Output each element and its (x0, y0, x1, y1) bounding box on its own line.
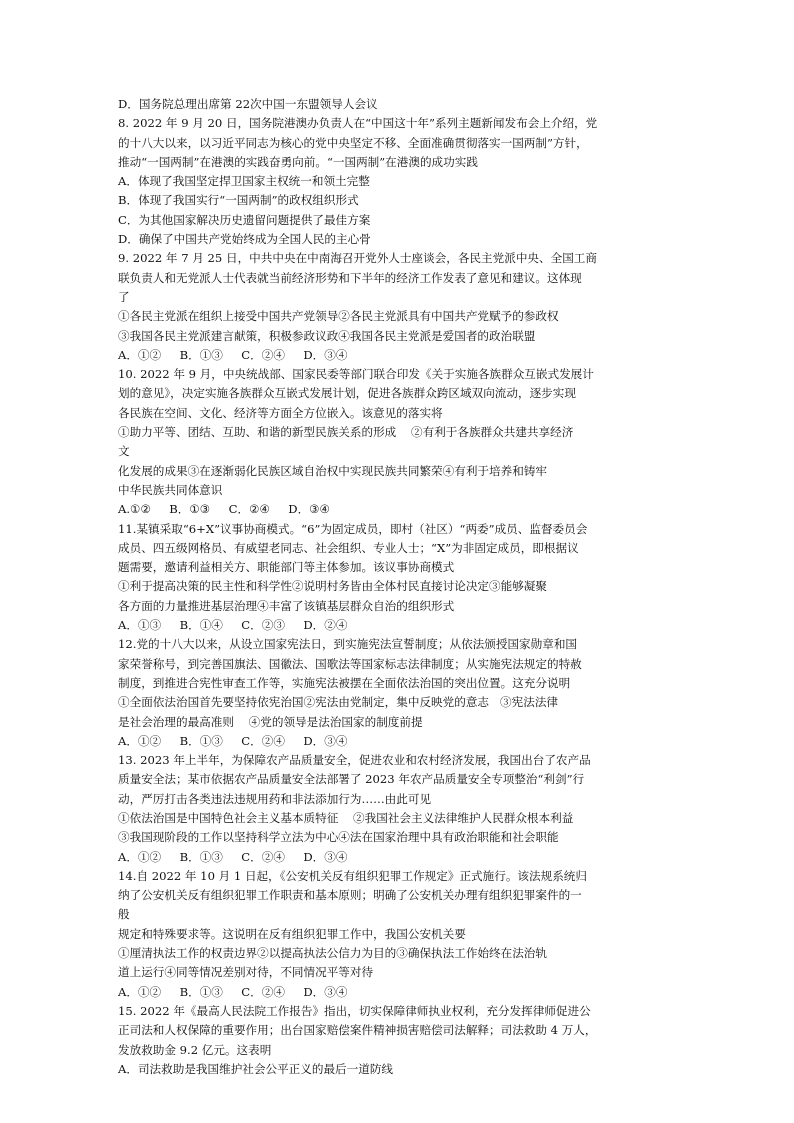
text-line: 化发展的成果③在逐渐弱化民族区域自治权中实现民族共同繁荣④有利于培养和铸牢 (118, 463, 547, 478)
text-line: 制度，到推进合宪性审查工作等，实施宪法被摆在全面依法治国的突出位置。这充分说明 (118, 675, 571, 690)
text-line: B．体现了我国实行“一国两制”的政权组织形式 (118, 193, 359, 208)
text-line: 11.某镇采取“6+X”议事协商模式。“6”为固定成员，即村（社区）“两委”成员、监督委员会 (118, 521, 588, 536)
text-line: ①全面依法治国首先要坚持依宪治国②宪法由党制定，集中反映党的意志 ③宪法法律 (118, 695, 559, 710)
text-line: ①厘清执法工作的权责边界②以提高执法公信力为目的③确保执法工作始终在法治轨 (118, 946, 547, 961)
text-line: A．①② B．①③ C．②④ D．③④ (118, 733, 348, 748)
text-line: 各民族在空间、文化、经济等方面全方位嵌入。该意见的落实将 (118, 405, 443, 420)
text-line: 正司法和人权保障的重要作用；出台国家赔偿案件精神损害赔偿司法解释；司法救助 4 万人， (118, 1023, 597, 1038)
text-line: 文 (118, 444, 130, 459)
text-line: ①利于提高决策的民主性和科学性②说明村务皆由全体村民直接讨论决定③能够凝聚 (118, 579, 547, 594)
text-line: 推动“一国两制”在港澳的实践奋勇向前。“一国两制”在港澳的成功实践 (118, 154, 478, 169)
text-line: A．①③ B．①④ C．②③ D．②④ (118, 618, 348, 633)
text-line: 12.党的十八大以来，从设立国家宪法日，到实施宪法宣誓制度；从依法颁授国家勋章和国 (118, 637, 578, 652)
text-line: 14.自 2022 年 10 月 1 日起，《公安机关反有组织犯罪工作规定》正式施行。该法规系统归 (118, 868, 587, 883)
text-line: 13. 2023 年上半年，为保障农产品质量安全，促进农业和农村经济发展，我国出台了农产品 (118, 753, 591, 768)
text-line: 题需要，邀请利益相关方、职能部门等主体参加。该议事协商模式 (118, 560, 455, 575)
text-line: 家荣誉称号，到完善国旗法、国徽法、国歌法等国家标志法律制度；从实施宪法规定的特赦 (118, 656, 582, 671)
text-line: C．为其他国家解决历史遗留问题提供了最佳方案 (118, 212, 371, 227)
text-line: D．确保了中国共产党始终成为全国人民的主心骨 (118, 232, 371, 247)
text-line: 了 (118, 289, 130, 304)
text-line: 8. 2022 年 9 月 20 日，国务院港澳办负责人在“中国这十年”系列主题新闻发布会上介绍，党 (118, 116, 598, 131)
text-line: A．体现了我国坚定捍卫国家主权统一和领土完整 (118, 174, 370, 189)
text-line: A.①② B．①③ C．②④ D．③④ (118, 502, 330, 517)
text-line: A．①② B．①③ C．②④ D．③④ (118, 849, 348, 864)
text-line: 发放救助金 9.2 亿元。这表明 (118, 1042, 272, 1057)
text-line: 般 (118, 907, 130, 922)
text-line: A．司法救助是我国维护社会公平正义的最后一道防线 (118, 1061, 394, 1076)
text-line: A．①② B．①③ C．②④ D．③④ (118, 984, 348, 999)
text-line: ①各民主党派在组织上接受中国共产党领导②各民主党派具有中国共产党赋予的参政权 (118, 309, 559, 324)
text-line: D．国务院总理出席第 22次中国一东盟领导人会议 (118, 97, 378, 111)
text-line: 成员、四五级网格员、有威望老同志、社会组织、专业人士；“X”为非固定成员，即根据议 (118, 540, 579, 555)
text-line: 的十八大以来，以习近平同志为核心的党中央坚定不移、全面准确贯彻落实一国两制”方针， (118, 135, 588, 150)
text-line: 动，严厉打击各类违法违规用药和非法添加行为……由此可见 (118, 791, 432, 806)
text-line: ①助力平等、团结、互助、和谐的新型民族关系的形成 ②有利于各族群众共建共享经济 (118, 425, 574, 440)
text-line: 划的意见》，决定实施各族群众互嵌式发展计划，促进各族群众跨区域双向流动，逐步实现 (118, 386, 576, 401)
text-line: 道上运行④同等情况差别对待，不同情况平等对待 (118, 965, 374, 980)
text-line: 联负责人和无党派人士代表就当前经济形势和下半年的经济工作发表了意见和建议。这体现 (118, 270, 582, 285)
text-line: 质量安全法；某市依据农产品质量安全法部署了 2023 年农产品质量安全专项整治“利剑”行 (118, 772, 585, 787)
text-line: 规定和特殊要求等。这说明在反有组织犯罪工作中，我国公安机关要 (118, 926, 466, 941)
text-line: ①依法治国是中国特色社会主义基本质特征 ②我国社会主义法律维护人民群众根本利益 (118, 810, 574, 825)
text-line: ③我国各民主党派建言献策，积极参政议政④我国各民主党派是爱国者的政治联盟 (118, 328, 536, 343)
text-line: 15. 2022 年《最高人民法院工作报告》指出，切实保障律师执业权利，充分发挥律师促进公 (118, 1003, 591, 1018)
text-line: 各方面的力量推进基层治理④丰富了该镇基层群众自治的组织形式 (118, 598, 455, 613)
document-page (118, 95, 680, 1079)
text-line: 10. 2022 年 9 月，中央统战部、国家民委等部门联合印发《关于实施各族群众互嵌式发展计 (118, 367, 594, 382)
text-line: ③我国现阶段的工作以坚持科学立法为中心④法在国家治理中具有政治职能和社会职能 (118, 830, 559, 845)
text-line: A．①② B．①③ C．②④ D．③④ (118, 347, 348, 362)
text-line: 9. 2022 年 7 月 25 日，中共中央在中南海召开党外人士座谈会，各民主党派中央、全国工商 (118, 251, 597, 266)
text-line: 是社会治理的最高准则 ④党的领导是法治国家的制度前提 (118, 714, 423, 729)
text-line: 中华民族共同体意识 (118, 482, 223, 497)
text-line: 纳了公安机关反有组织犯罪工作职责和基本原则；明确了公安机关办理有组织犯罪案件的一 (118, 888, 582, 903)
